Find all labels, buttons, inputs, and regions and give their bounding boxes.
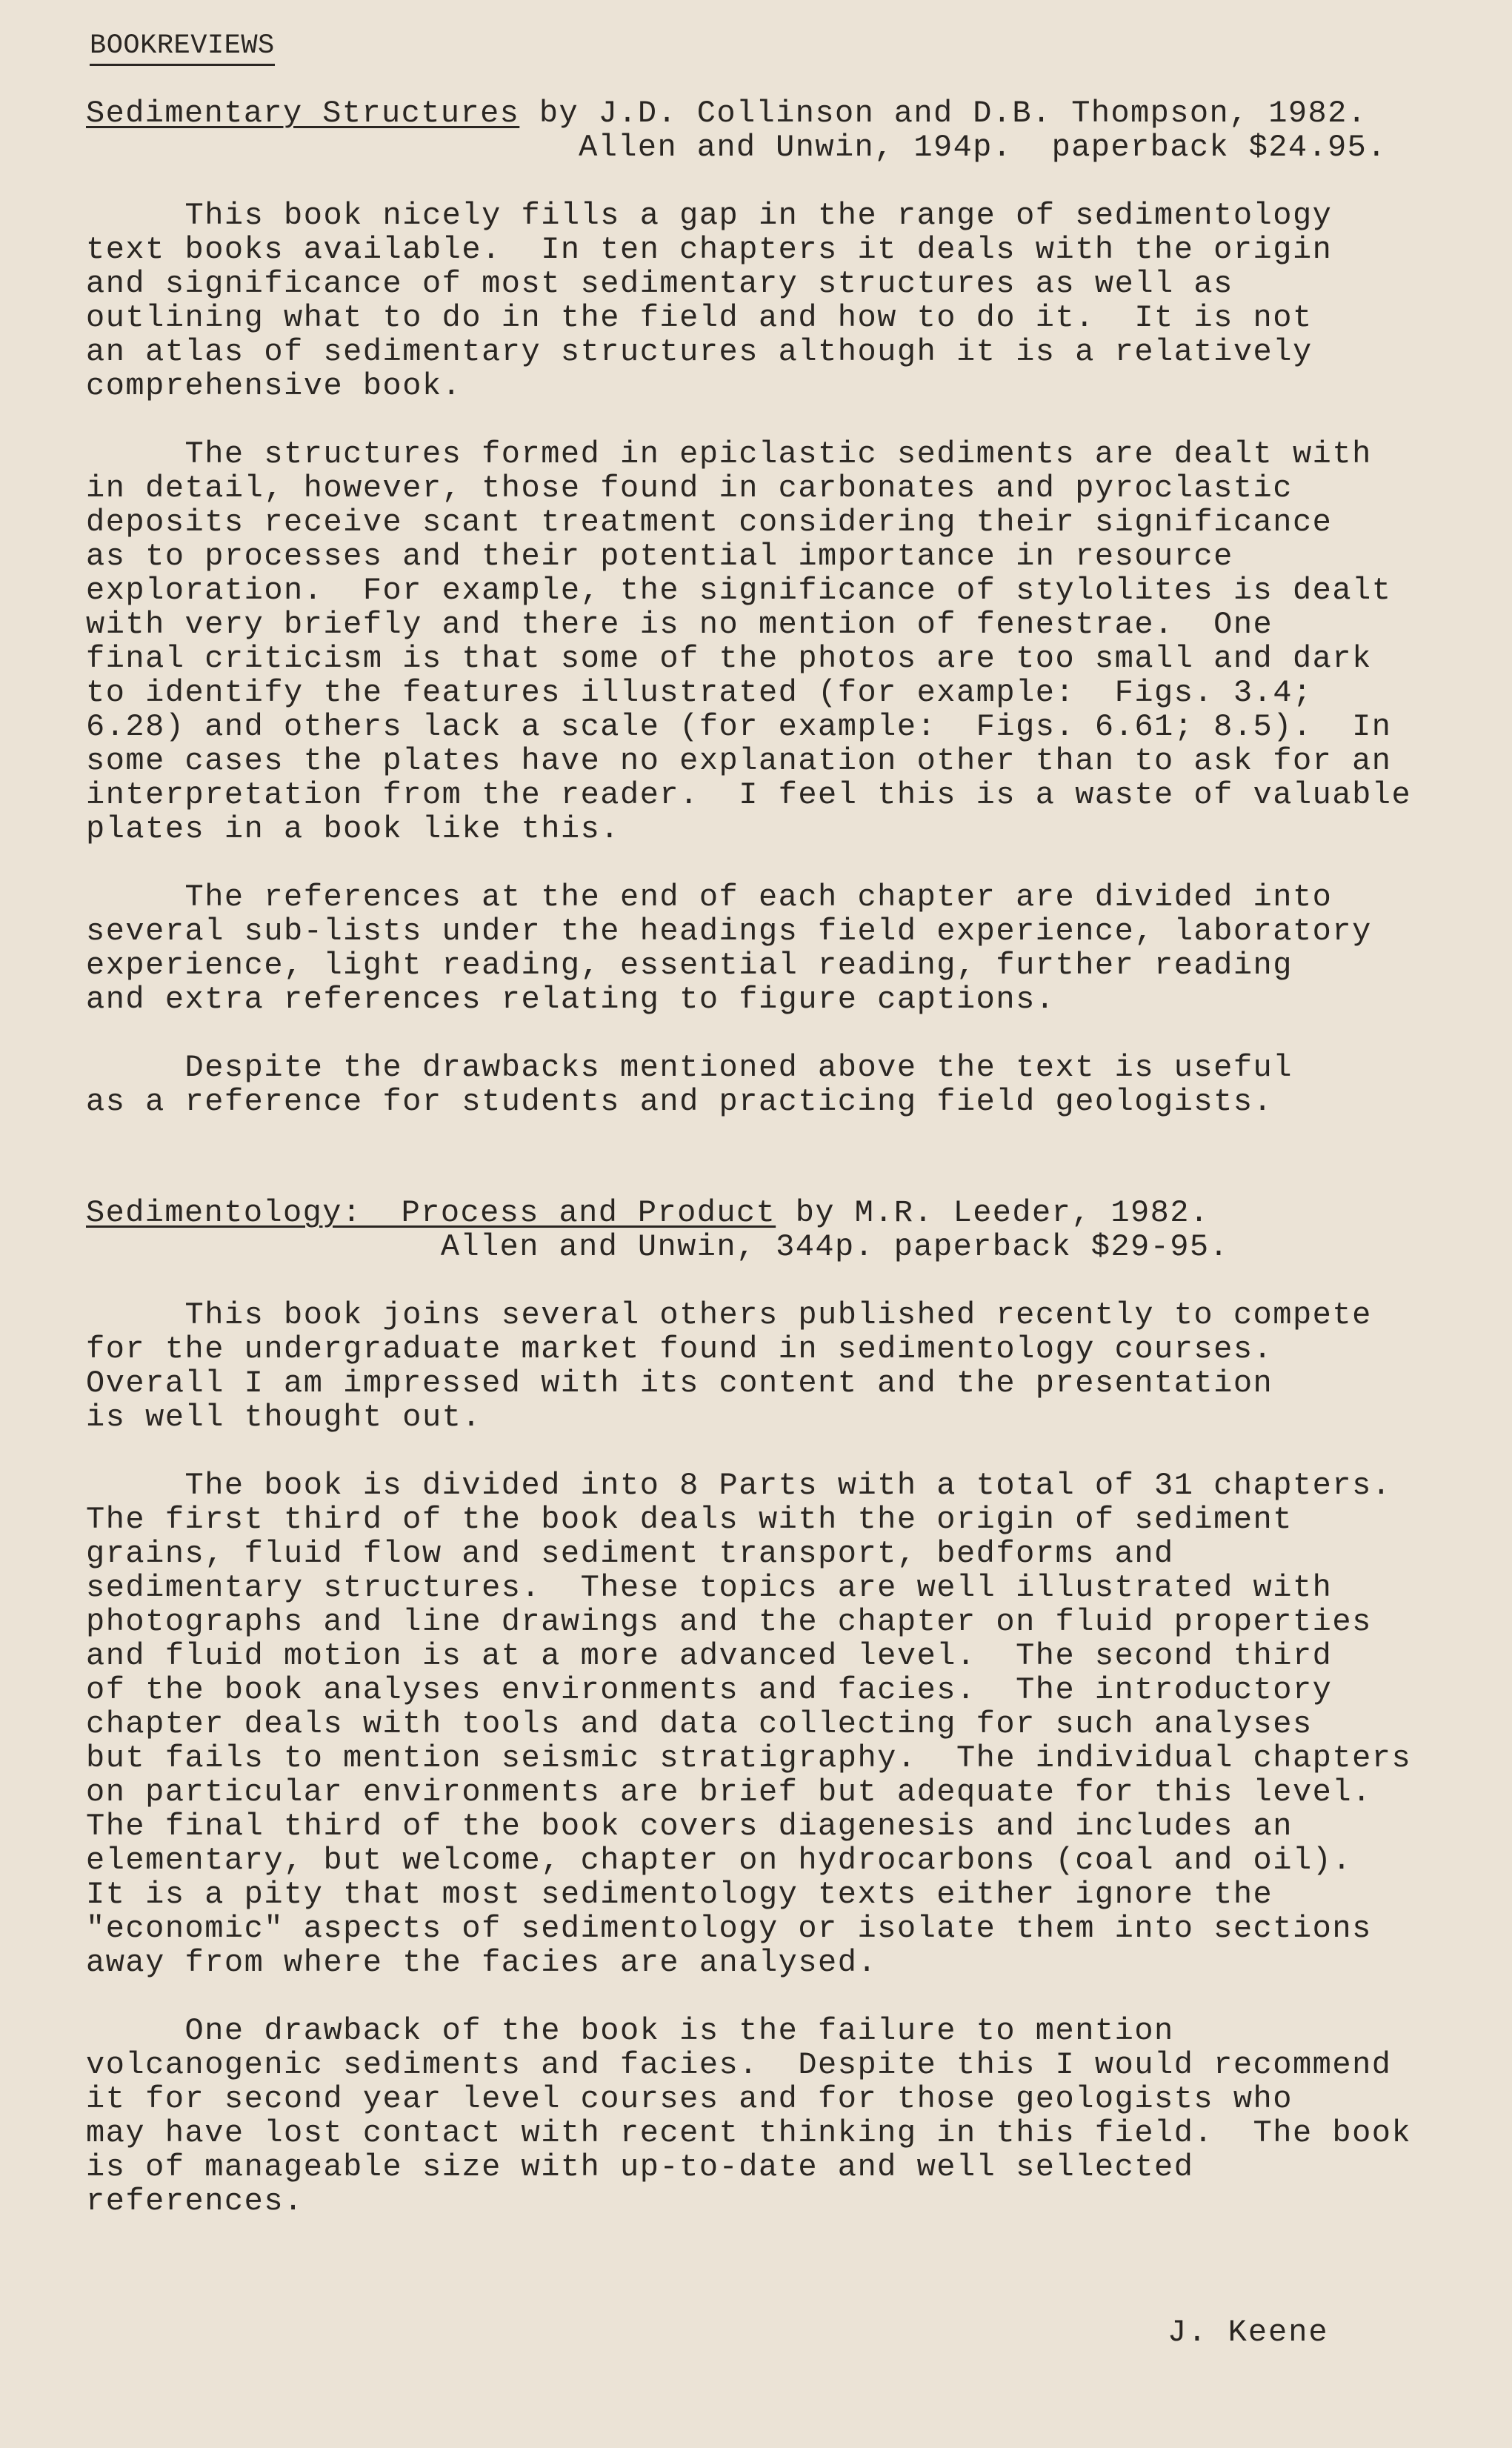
review-heading bbox=[86, 1196, 1464, 1264]
review-collinson-thompson bbox=[86, 96, 1464, 1119]
book-title: Sedimentology: Process and Product bbox=[86, 1195, 776, 1231]
book-author-line: by J.D. Collinson and D.B. Thompson, 1982. bbox=[519, 96, 1368, 131]
review-paragraph: This book joins several others published recently to compete for the undergraduate market found in sedimentology courses. Overall I am impressed with its content and the presentation is well thought out. bbox=[86, 1297, 1372, 1435]
reviewer-signature: J. Keene bbox=[1168, 2315, 1329, 2350]
review-paragraph: The references at the end of each chapter are divided into several sub-lists under the headings field experience, laboratory experience, light reading, essential reading, further reading and extra references relating to figure captions. bbox=[86, 879, 1372, 1017]
review-paragraph: Despite the drawbacks mentioned above the text is useful as a reference for students and practicing field geologists. bbox=[86, 1050, 1293, 1120]
review-leeder bbox=[86, 1196, 1464, 2218]
book-title: Sedimentary Structures bbox=[86, 96, 520, 131]
review-heading bbox=[86, 96, 1464, 164]
section-header: BOOKREVIEWS bbox=[90, 28, 275, 66]
review-paragraph: One drawback of the book is the failure to mention volcanogenic sediments and facies. Despite this I would recommend it for second year level courses and for those geologists who may have lost contact with recent thinking in this field. The book is of manageable size with up-to-date and well sellected references. bbox=[86, 2013, 1412, 2219]
book-author-line: by M.R. Leeder, 1982. bbox=[776, 1195, 1210, 1231]
review-paragraph: The structures formed in epiclastic sediments are dealt with in detail, however, those found in carbonates and pyroclastic deposits receive scant treatment considering their significance as to processes and their potential importance in resource exploration. For example, the significance of stylolites is dealt with very briefly and there is no mention of fenestrae. One final criticism is that some of the photos are too small and dark to identify the features illustrated (for example: Figs. 3.4; 6.28) and others lack a scale (for example: Figs. 6.61; 8.5). In some cases the plates have no explanation other than to ask for an interpretation from the reader. I feel this is a waste of valuable plates in a book like this. bbox=[86, 436, 1412, 847]
book-publication-line: Allen and Unwin, 344p. paperback $29-95. bbox=[86, 1229, 1230, 1265]
review-paragraph: This book nicely fills a gap in the range of sedimentology text books available. In ten chapters it deals with the origin and significance of most sedimentary structures as well as outlining what to do in the field and how to do it. It is not an atlas of sedimentary structures although it is a relatively comprehensive book. bbox=[86, 198, 1333, 404]
review-paragraph: The book is divided into 8 Parts with a total of 31 chapters. The first third of the book deals with the origin of sediment grains, fluid flow and sediment transport, bedforms and sedimentary structures. These topics are well illustrated with photographs and line drawings and the chapter on fluid properties and fluid motion is at a more advanced level. The second third of the book analyses environments and facies. The introductory chapter deals with tools and data collecting for such analyses but fails to mention seismic stratigraphy. The individual chapters on particular environments are brief but adequate for this level. The final third of the book covers diagenesis and includes an elementary, but welcome, chapter on hydrocarbons (coal and oil). It is a pity that most sedimentology texts either ignore the "economic" aspects of sedimentology or isolate them into sections away from where the facies are analysed. bbox=[86, 1468, 1412, 1980]
book-publication-line: Allen and Unwin, 194p. paperback $24.95. bbox=[86, 130, 1387, 165]
